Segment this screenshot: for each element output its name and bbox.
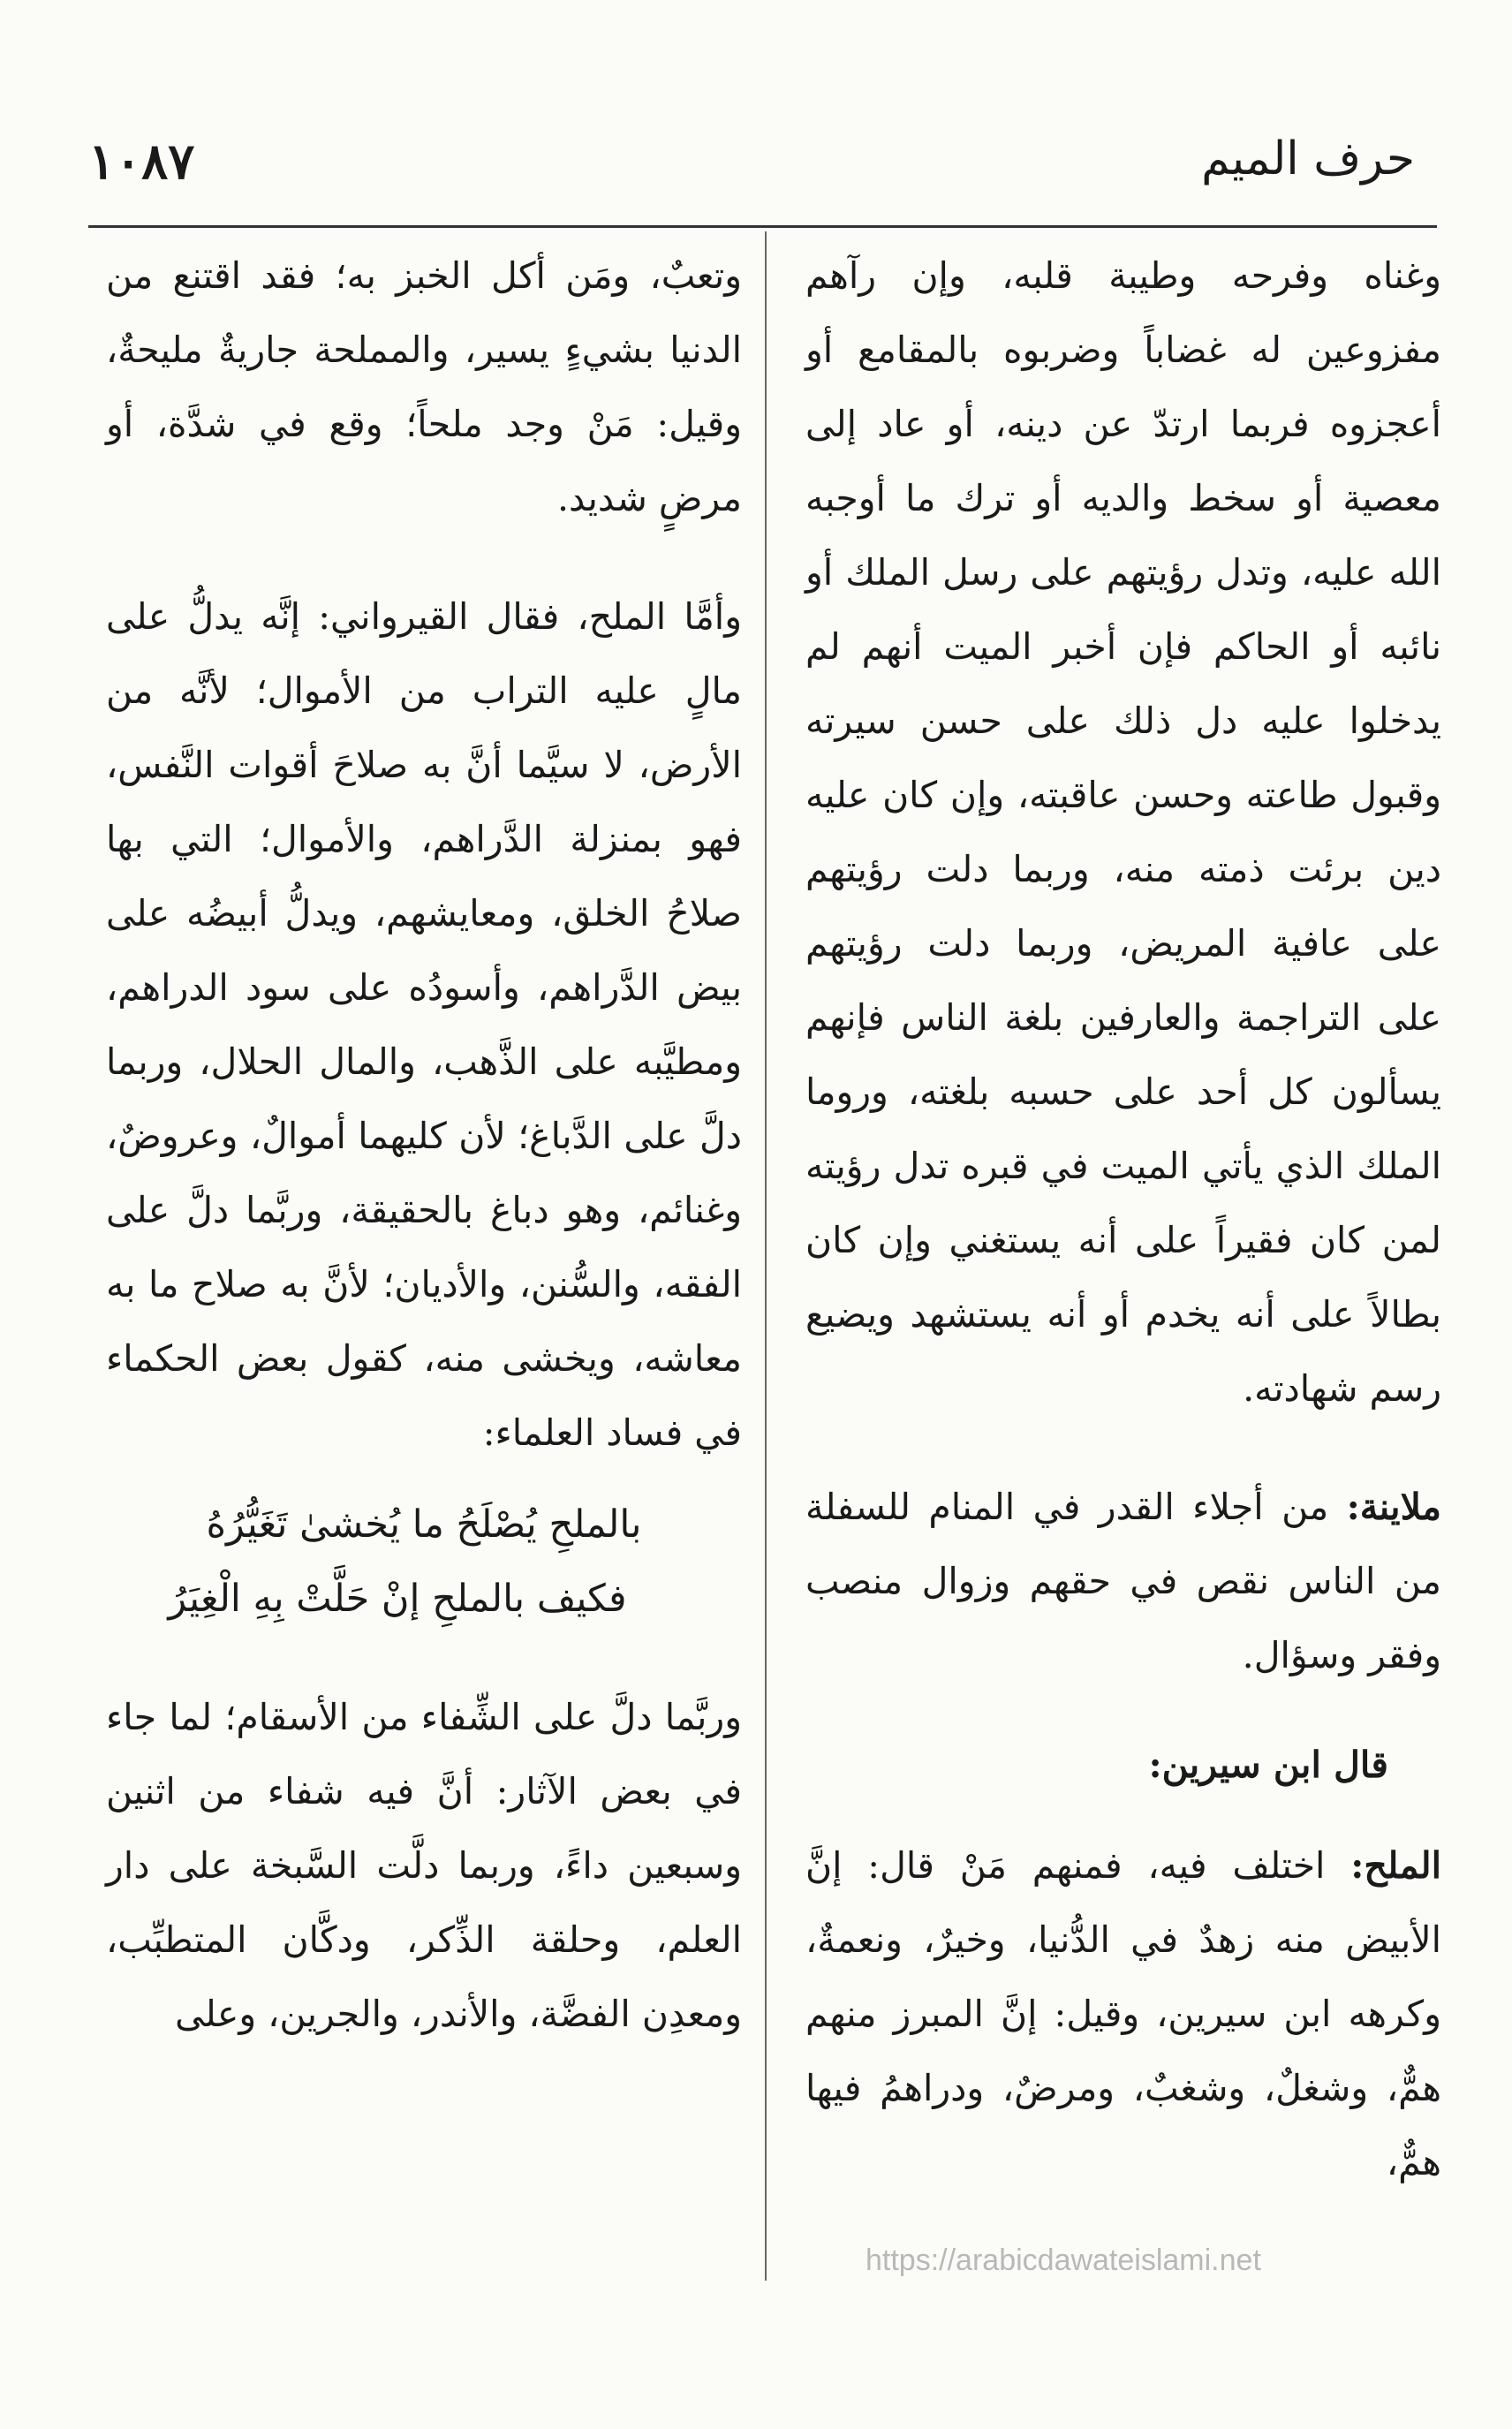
- header-rule: [88, 225, 1437, 228]
- left-column: [106, 238, 742, 2069]
- right-paragraph-3-text: اختلف فيه، فمنهم مَنْ قال: إنَّ الأبيض منه زهدٌ في الدُّنيا، وخيرٌ، ونعمةٌ، وكرهه ابن سيرين، وقيل: إنَّ المبرز منهم همٌّ، وشغلٌ، وشغبٌ، ومرضٌ، ودراهمُ فيها همٌّ،: [805, 1844, 1441, 2183]
- term-mulayana: ملاينة:: [1346, 1486, 1441, 1528]
- watermark-url: https://arabicdawateislami.net: [866, 2244, 1261, 2277]
- section-heading: قال ابن سيرين:: [1148, 1744, 1388, 1786]
- page-number: ١٠٨٧: [88, 132, 195, 191]
- right-paragraph-2: [805, 1470, 1441, 1692]
- page-header: [88, 132, 1415, 203]
- right-column: [805, 238, 1441, 2217]
- verse-line-2: فكيف بالملحِ إنْ حَلَّتْ بِهِ الْغِيَرُ: [168, 1577, 627, 1621]
- poem-verse: [106, 1487, 742, 1636]
- right-paragraph-2-text: من أجلاء القدر في المنام للسفلة من الناس نقص في حقهم وزوال منصب وفقر وسؤال.: [805, 1486, 1441, 1676]
- verse-line-1: بالملحِ يُصْلَحُ ما يُخشىٰ تَغَيُّرُهُ: [206, 1502, 642, 1547]
- left-paragraph-3: وربَّما دلَّ على الشِّفاء من الأسقام؛ لما جاء في بعض الآثار: أنَّ فيه شفاء من اثنين وسبعين داءً، وربما دلَّت السَّبخة على دار العلم، وحلقة الذِّكر، ودكَّان المتطبِّب، ومعدِن الفضَّة، والأندر، والجرين، وعلى: [106, 1696, 742, 2035]
- running-title: حرف الميم: [1201, 132, 1415, 185]
- left-paragraph-2: وأمَّا الملح، فقال القيرواني: إنَّه يدلُّ على مالٍ عليه التراب من الأموال؛ لأنَّه من الأرض، لا سيَّما أنَّ به صلاحَ أقوات النَّفس، فهو بمنزلة الدَّراهم، والأموال؛ التي بها صلاحُ الخلق، ومعايشهم، ويدلُّ أبيضُه على بيض الدَّراهم، وأسودُه على سود الدراهم، ومطيَّبه على الذَّهب، والمال الحلال، وربما دلَّ على الدَّباغ؛ لأن كليهما أموالٌ، وعروضٌ، وغنائم، وهو دباغ بالحقيقة، وربَّما دلَّ على الفقه، والسُّنن، والأديان؛ لأنَّ به صلاح ما به معاشه، ويخشى منه، كقول بعض الحكماء في فساد العلماء:: [106, 595, 742, 1454]
- left-paragraph-1: وتعبٌ، ومَن أكل الخبز به؛ فقد اقتنع من الدنيا بشيءٍ يسير، والمملحة جاريةٌ مليحةٌ، وقيل: مَنْ وجد ملحاً؛ وقع في شدَّة، أو مرضٍ شديد.: [106, 254, 742, 519]
- right-paragraph-1: وغناه وفرحه وطيبة قلبه، وإن رآهم مفزوعين له غضاباً وضربوه بالمقامع أو أعجزوه فربما ارتدّ عن دينه، أو عاد إلى معصية أو سخط والديه أو ترك ما أوجبه الله عليه، وتدل رؤيتهم على رسل الملك أو نائبه أو الحاكم فإن أخبر الميت أنهم لم يدخلوا عليه دل ذلك على حسن سيرته وقبول طاعته وحسن عاقبته، وإن كان عليه دين برئت ذمته منه، وربما دلت رؤيتهم على عافية المريض، وربما دلت رؤيتهم على التراجمة والعارفين بلغة الناس فإنهم يسألون كل أحد على حسبه بلغته، وروما الملك الذي يأتي الميت في قبره تدل رؤيته لمن كان فقيراً على أنه يستغني وإن كان بطالاً على أنه يخدم أو أنه يستشهد ويضيع رسم شهادته.: [805, 254, 1441, 1410]
- column-divider: [765, 231, 767, 2281]
- right-paragraph-3: [805, 1828, 1441, 2199]
- term-milh: الملح:: [1350, 1844, 1441, 1887]
